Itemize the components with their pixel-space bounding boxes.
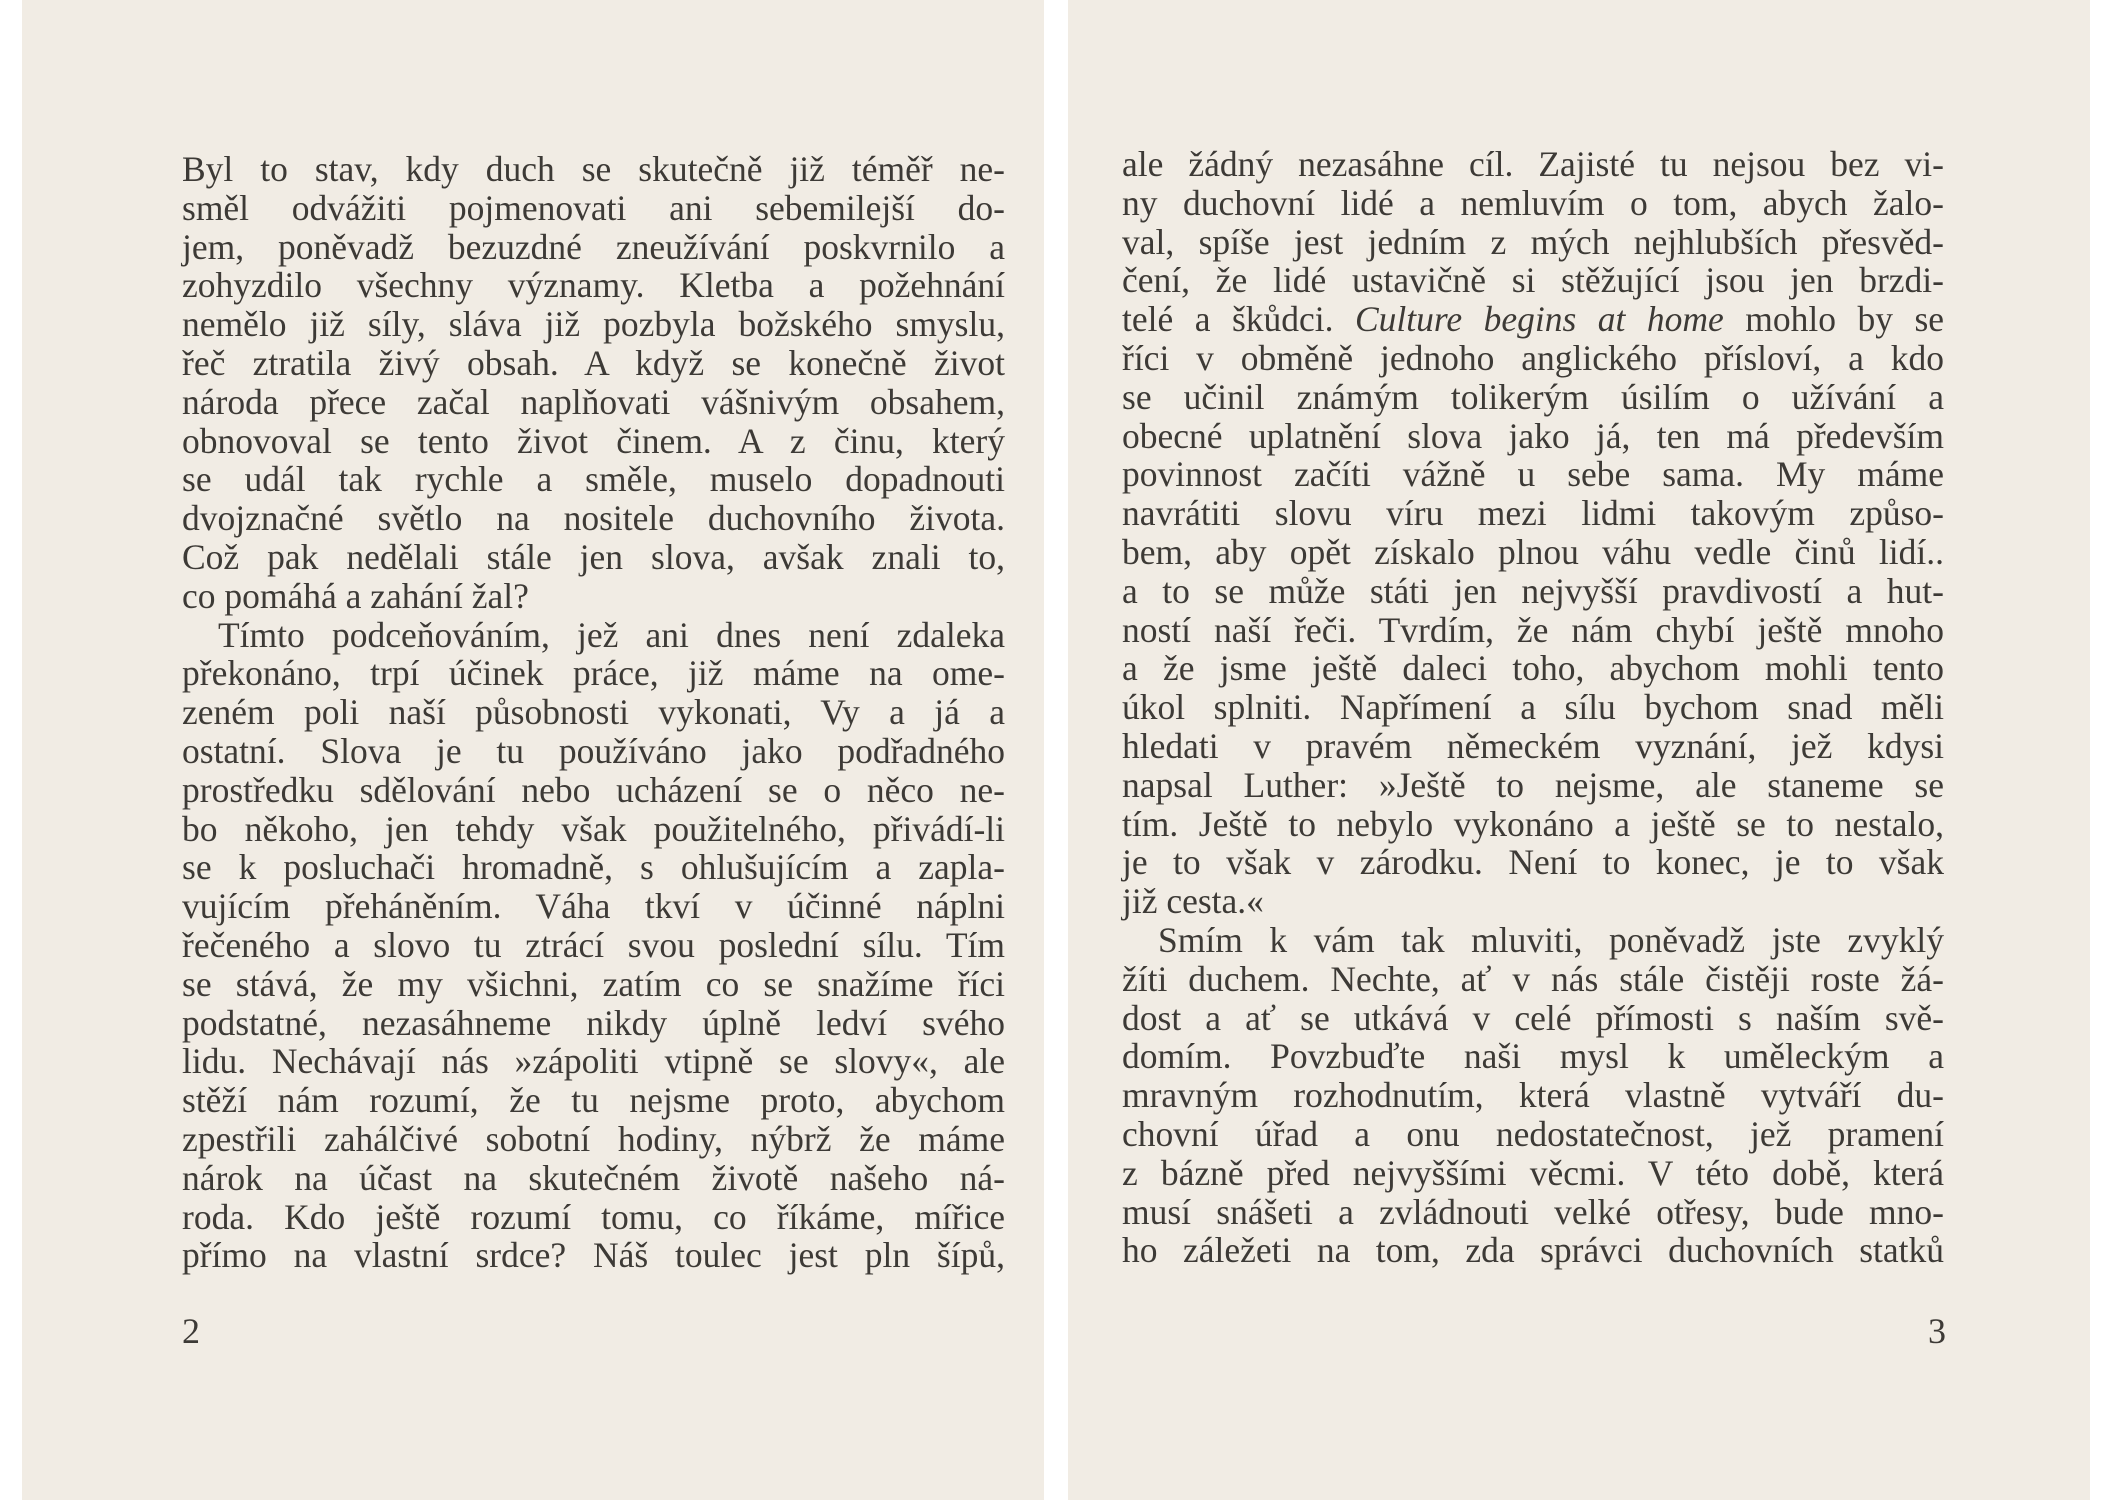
text-line: co pomáhá a zahání žal? — [182, 575, 529, 616]
text-line: povinnost začíti vážně u sebe sama. My máme — [1122, 454, 1944, 495]
text-line: bem, aby opět získalo plnou váhu vedle činů lidí.. — [1122, 531, 1944, 572]
text-line: řečeného a slovo tu ztrácí svou poslední sílu. Tím — [182, 924, 1005, 965]
text-line: Byl to stav, kdy duch se skutečně již téměř ne- — [182, 149, 1005, 189]
text-line: zohyzdilo všechny významy. Kletba a požehnání — [182, 265, 1005, 306]
text-line: roda. Kdo ještě rozumí tomu, co říkáme, mířice — [182, 1196, 1005, 1237]
text-line: nárok na účast na skutečném životě našeho ná- — [182, 1157, 1005, 1198]
text-line: z bázně před nejvyššími věcmi. V této době, která — [1122, 1152, 1944, 1193]
text-line: vujícím přeháněním. Váha tkví v účinné náplni — [182, 886, 1005, 927]
text-line: zeném poli naší působnosti vykonati, Vy a já a — [182, 692, 1005, 733]
page-number: 2 — [182, 1311, 200, 1351]
text-line: napsal Luther: »Ještě to nejsme, ale staneme se — [1122, 764, 1944, 805]
text-line: prostředku sdělování nebo ucházení se o něco ne- — [182, 769, 1005, 810]
text-line: je to však v zárodku. Není to konec, je to však — [1122, 842, 1944, 883]
text-line: a to se může státi jen nejvyšší pravdivostí a hut- — [1122, 570, 1944, 611]
text-line: žíti duchem. Nechte, ať v nás stále čistěji roste žá- — [1122, 958, 1944, 999]
text-line: řeč ztratila živý obsah. A když se konečně život — [182, 342, 1005, 383]
text-line: hledati v pravém německém vyznání, jež kdysi — [1122, 725, 1944, 766]
text-line: se k posluchači hromadně, s ohlušujícím a zapla- — [182, 847, 1005, 888]
left-page-text — [182, 150, 1005, 1275]
text-line: překonáno, trpí účinek práce, již máme na ome- — [182, 653, 1005, 694]
text-line: ny duchovní lidé a nemluvím o tom, abych žalo- — [1122, 182, 1944, 223]
text-line: obecné uplatnění slova jako já, ten má především — [1122, 415, 1944, 456]
text-line: dvojznačné světlo na nositele duchovního života. — [182, 498, 1005, 539]
text-line: obnovoval se tento život činem. A z činu, který — [182, 420, 1005, 461]
text-line: zpestřili zahálčivé sobotní hodiny, nýbrž že máme — [182, 1118, 1005, 1159]
text-line: Smím k vám tak mluviti, poněvadž jste zvyklý — [1158, 919, 1944, 960]
left-page — [22, 0, 1044, 1500]
text-line: navrátiti slovu víru mezi lidmi takovým způso- — [1122, 493, 1944, 534]
text-line: přímo na vlastní srdce? Náš toulec jest pln šípů, — [182, 1235, 1005, 1276]
text-line: val, spíše jest jedním z mých nejhlubších přesvěd- — [1122, 221, 1944, 262]
text-line: bo někoho, jen tehdy však použitelného, přivádí-li — [182, 808, 1005, 849]
text-line: lidu. Nechávají nás »zápoliti vtipně se slovy«, ale — [182, 1041, 1005, 1082]
text-line: se učinil známým tolikerým úsilím o užívání a — [1122, 376, 1944, 417]
text-line: úkol splniti. Napřímení a sílu bychom snad měli — [1122, 687, 1944, 728]
text-line: jem, poněvadž bezuzdné zneužívání poskvrnilo a — [182, 226, 1005, 267]
text-line: nemělo již síly, sláva již pozbyla božského smyslu, — [182, 304, 1005, 345]
text-line: národa přece začal naplňovati vášnivým obsahem, — [182, 381, 1005, 422]
text-line: a že jsme ještě daleci toho, abychom mohli tento — [1122, 648, 1944, 689]
text-fragment: mohlo by se — [1745, 299, 1945, 340]
text-line: říci v obměně jednoho anglického přísloví, a kdo — [1122, 337, 1944, 378]
text-line: Tímto podceňováním, jež ani dnes není zdaleka — [218, 614, 1005, 655]
italic-phrase: Culture begins at home — [1355, 299, 1724, 340]
text-line: ale žádný nezasáhne cíl. Zajisté tu nejsou bez vi- — [1122, 144, 1944, 184]
text-line: se stává, že my všichni, zatím co se snažíme říci — [182, 963, 1005, 1004]
text-line: ho záležeti na tom, zda správci duchovních statků — [1122, 1230, 1944, 1271]
text-line: podstatné, nezasáhneme nikdy úplně ledví svého — [182, 1002, 1005, 1043]
text-line: se udál tak rychle a směle, muselo dopadnouti — [182, 459, 1005, 500]
text-line: tím. Ještě to nebylo vykonáno a ještě se to nestalo, — [1122, 803, 1944, 844]
text-line: Což pak nedělali stále jen slova, avšak znali to, — [182, 536, 1005, 577]
text-line: musí snášeti a zvládnouti velké otřesy, bude mno- — [1122, 1191, 1944, 1232]
text-line: mravným rozhodnutím, která vlastně vytváří du- — [1122, 1075, 1944, 1116]
text-line: ností naší řeči. Tvrdím, že nám chybí ještě mnoho — [1122, 609, 1944, 650]
page-number: 3 — [1928, 1311, 1946, 1351]
text-line: již cesta.« — [1122, 881, 1264, 922]
right-page — [1068, 0, 2090, 1500]
text-line: domím. Povzbuďte naši mysl k uměleckým a — [1122, 1036, 1944, 1077]
right-page-text — [1122, 145, 1944, 1270]
text-line: chovní úřad a onu nedostatečnost, jež pramení — [1122, 1113, 1944, 1154]
text-line: dost a ať se utkává v celé přímosti s naším svě- — [1122, 997, 1944, 1038]
text-line — [1122, 300, 1944, 339]
text-fragment: telé a škůdci. — [1122, 299, 1334, 340]
text-line: stěží nám rozumí, že tu nejsme proto, abychom — [182, 1080, 1005, 1121]
text-line: ostatní. Slova je tu používáno jako podřadného — [182, 730, 1005, 771]
text-line: čení, že lidé ustavičně si stěžující jsou jen brzdi- — [1122, 260, 1944, 301]
text-line: směl odvážiti pojmenovati ani sebemilejší do- — [182, 187, 1005, 228]
